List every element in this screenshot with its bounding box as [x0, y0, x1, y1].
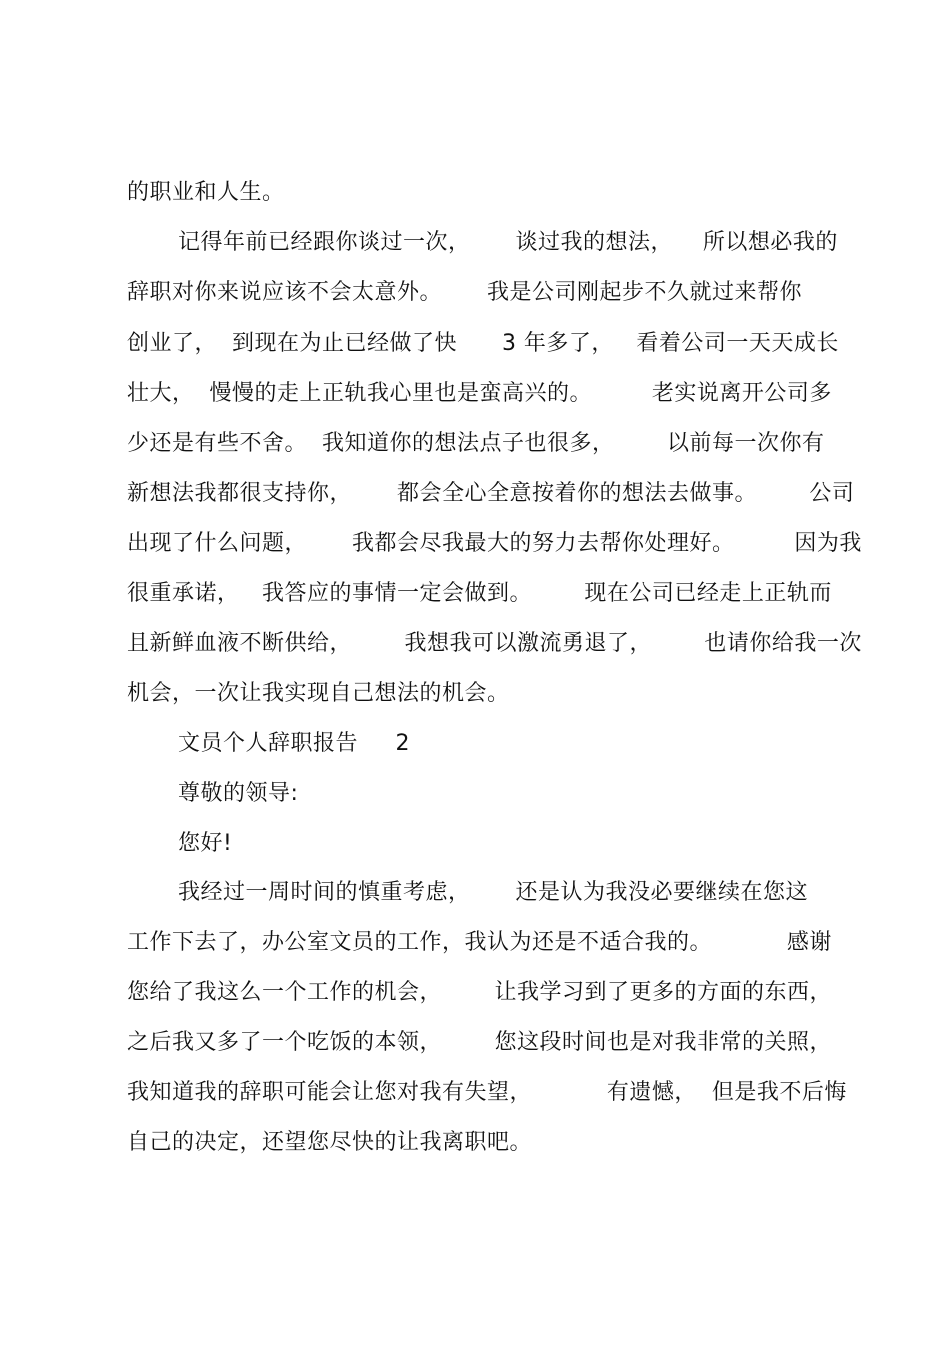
body-line: 很重承诺， 我答应的事情一定会做到。 现在公司已经走上正轨而	[127, 581, 832, 606]
body-line: 辞职对你来说应该不会太意外。 我是公司刚起步不久就过来帮你	[127, 280, 802, 305]
body-line: 机会，一次让我实现自己想法的机会。	[127, 681, 510, 706]
body-line: 少还是有些不舍。 我知道你的想法点子也很多， 以前每一次你有	[127, 431, 825, 456]
paragraph-first-line: 记得年前已经跟你谈过一次， 谈过我的想法， 所以想必我的	[178, 230, 838, 255]
greeting: 您好!	[178, 831, 233, 856]
body-line: 且新鲜血液不断供给， 我想我可以激流勇退了， 也请你给我一次	[127, 631, 862, 656]
body-line: 自己的决定，还望您尽快的让我离职吧。	[127, 1130, 533, 1155]
body-line: 工作下去了，办公室文员的工作，我认为还是不适合我的。 感谢	[127, 930, 832, 955]
body-line: 您给了我这么一个工作的机会， 让我学习到了更多的方面的东西，	[127, 980, 832, 1005]
body-line: 我知道我的辞职可能会让您对我有失望， 有遗憾， 但是我不后悔	[127, 1080, 847, 1105]
body-line: 新想法我都很支持你， 都会全心全意按着你的想法去做事。 公司	[127, 481, 855, 506]
body-line: 的职业和人生。	[127, 180, 285, 205]
body-line: 壮大， 慢慢的走上正轨我心里也是蛮高兴的。 老实说离开公司多	[127, 381, 832, 406]
body-line: 之后我又多了一个吃饭的本领， 您这段时间也是对我非常的关照，	[127, 1030, 832, 1055]
body-line: 出现了什么问题， 我都会尽我最大的努力去帮你处理好。 因为我	[127, 531, 862, 556]
salutation: 尊敬的领导:	[178, 781, 299, 806]
paragraph-first-line: 我经过一周时间的慎重考虑， 还是认为我没必要继续在您这	[178, 880, 808, 905]
section-heading: 文员个人辞职报告 2	[178, 731, 410, 756]
body-line: 创业了， 到现在为止已经做了快 3 年多了， 看着公司一天天成长	[127, 331, 839, 356]
